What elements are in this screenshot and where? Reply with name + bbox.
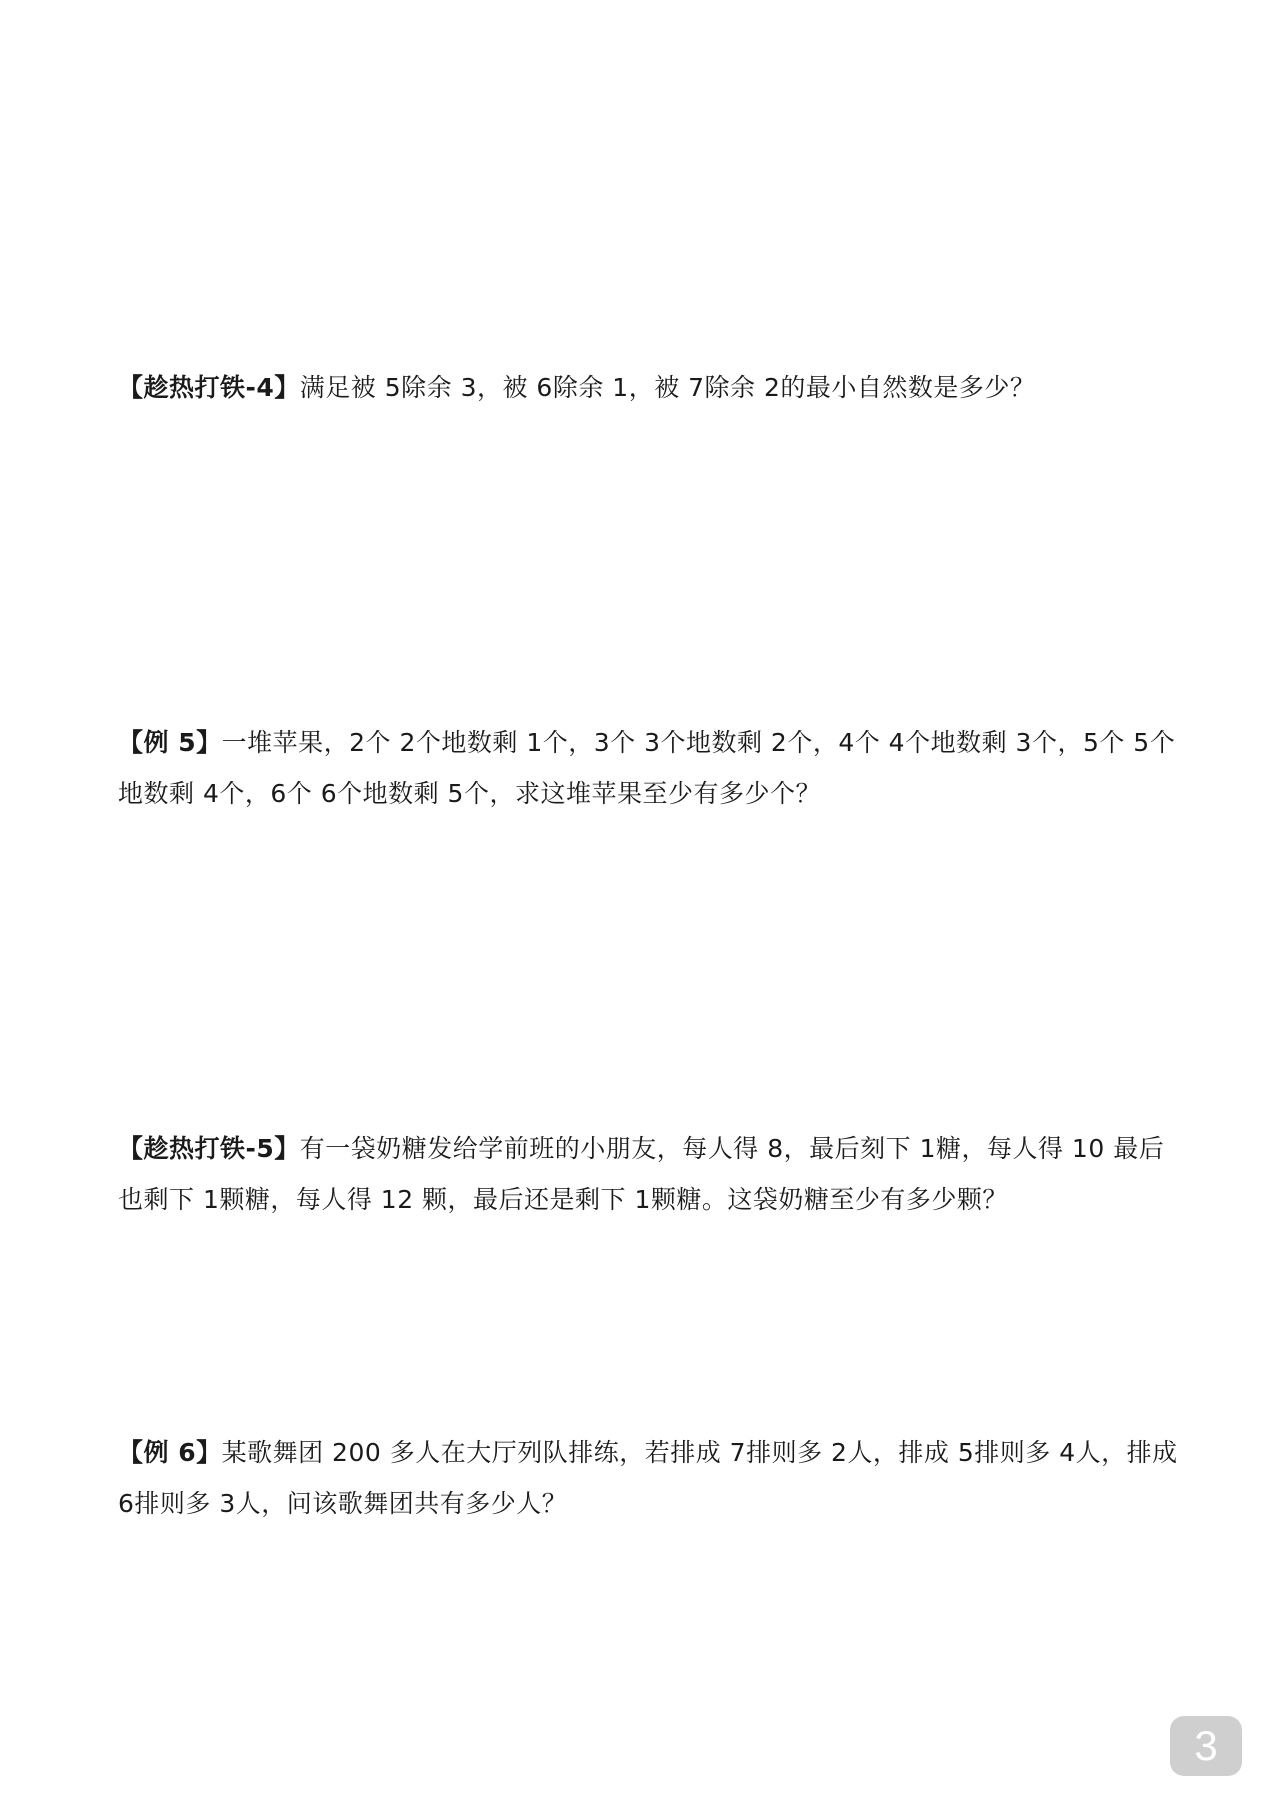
problem-tag: 【趁热打铁-4】 — [118, 373, 300, 402]
problem-text: 有一袋奶糖发给学前班的小朋友，每人得 8，最后刻下 1糖，每人得 10 最后也剩下 1颗糖，每人得 12 颗，最后还是剩下 1颗糖。这袋奶糖至少有多少颗？ — [118, 1134, 1165, 1214]
problem-tag: 【例 5】 — [118, 728, 222, 757]
page-number-badge: 3 — [1170, 1716, 1242, 1776]
problem-tag: 【例 6】 — [118, 1438, 222, 1467]
problem-practice-4 — [118, 362, 1178, 413]
problem-example-5 — [118, 717, 1178, 819]
problem-practice-5 — [118, 1123, 1178, 1225]
problem-text: 满足被 5除余 3，被 6除余 1，被 7除余 2的最小自然数是多少？ — [299, 373, 1036, 402]
problem-example-6 — [118, 1427, 1178, 1529]
problem-text: 一堆苹果，2个 2个地数剩 1个，3个 3个地数剩 2个，4个 4个地数剩 3个，5个 5个地数剩 4个，6个 6个地数剩 5个，求这堆苹果至少有多少个？ — [118, 728, 1176, 808]
problem-tag: 【趁热打铁-5】 — [118, 1134, 300, 1163]
problem-text: 某歌舞团 200 多人在大厅列队排练，若排成 7排则多 2人，排成 5排则多 4人，排成 6排则多 3人，问该歌舞团共有多少人？ — [118, 1438, 1178, 1518]
